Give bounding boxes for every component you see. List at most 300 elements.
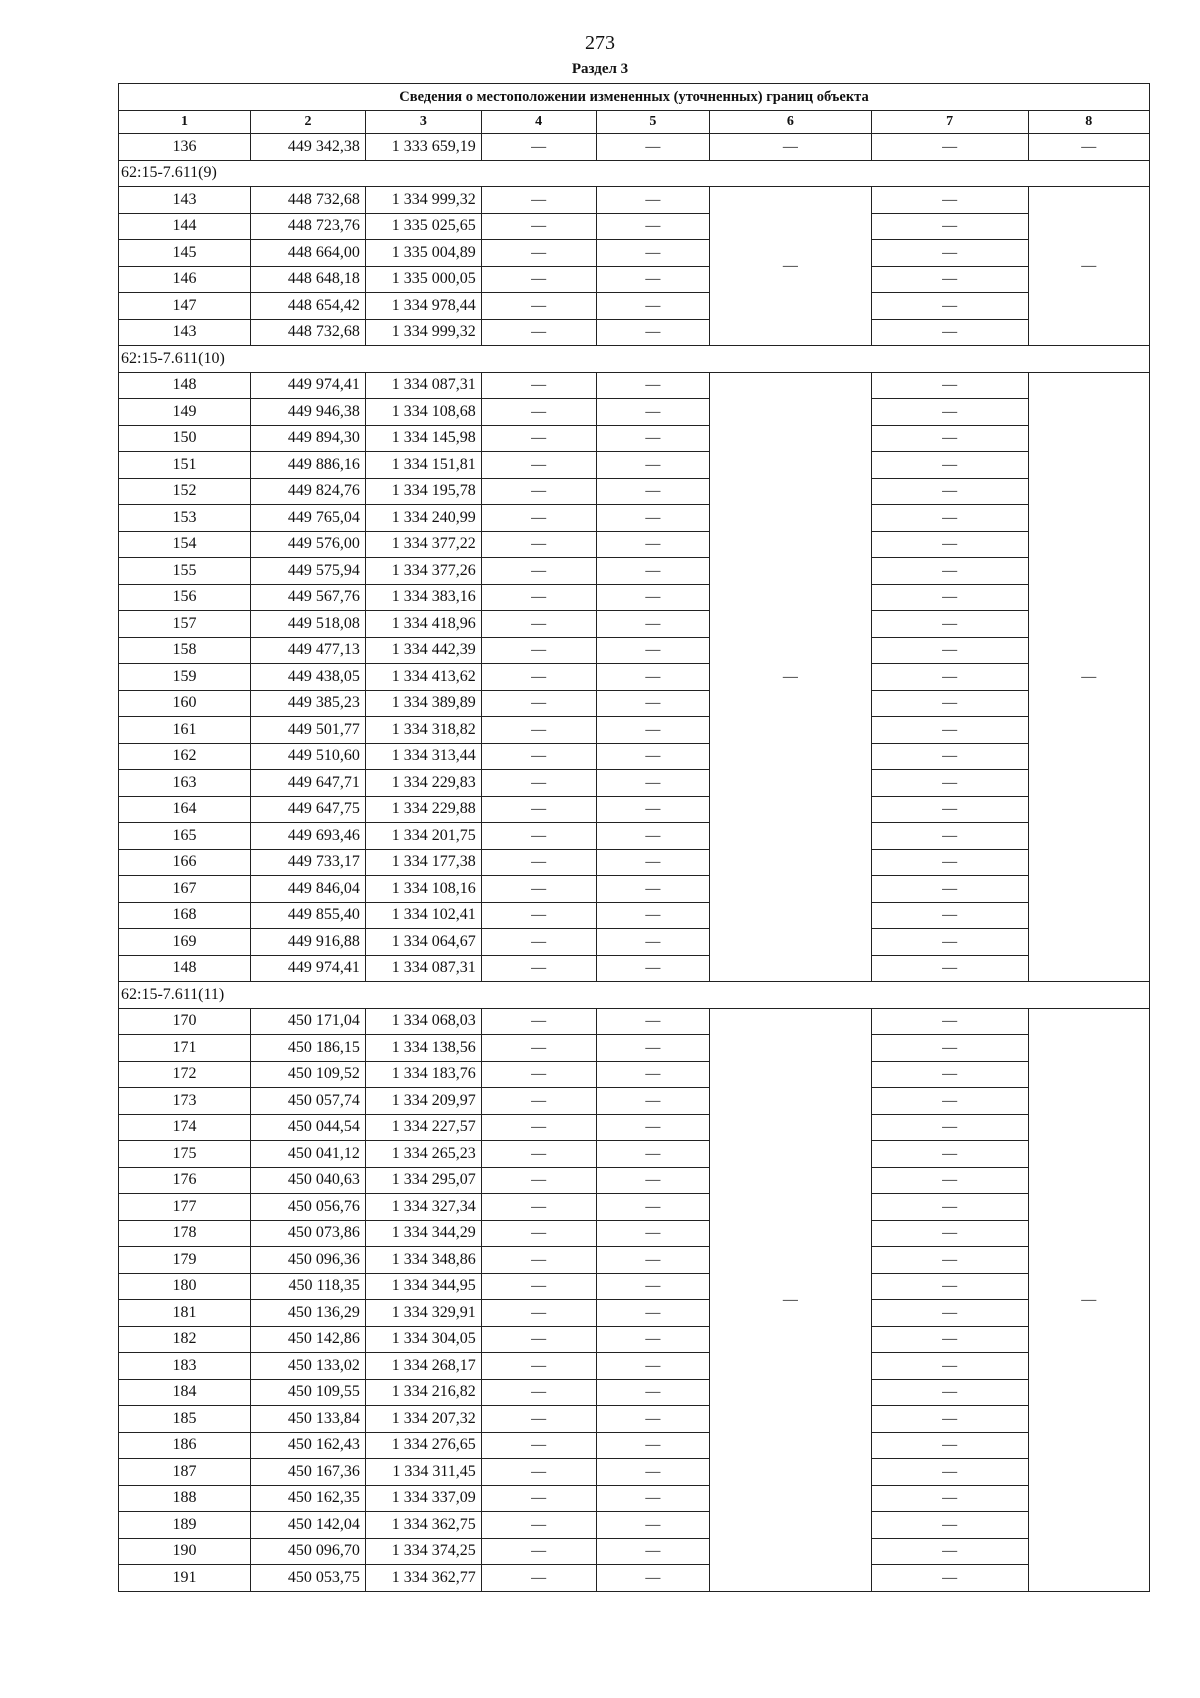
col4-dash: — bbox=[481, 796, 596, 823]
table-row bbox=[119, 558, 1150, 585]
group-header-row bbox=[119, 160, 1150, 187]
x-coordinate: 449 501,77 bbox=[251, 717, 366, 744]
col4-dash: — bbox=[481, 1194, 596, 1221]
x-coordinate: 450 109,55 bbox=[251, 1379, 366, 1406]
x-coordinate: 449 693,46 bbox=[251, 823, 366, 850]
col7-dash: — bbox=[871, 1326, 1028, 1353]
y-coordinate: 1 334 087,31 bbox=[365, 372, 481, 399]
col5-dash: — bbox=[596, 1326, 710, 1353]
x-coordinate: 449 647,71 bbox=[251, 770, 366, 797]
table-row bbox=[119, 1432, 1150, 1459]
y-coordinate: 1 334 102,41 bbox=[365, 902, 481, 929]
point-number: 148 bbox=[119, 955, 251, 982]
col4-dash: — bbox=[481, 1220, 596, 1247]
point-number: 158 bbox=[119, 637, 251, 664]
x-coordinate: 449 518,08 bbox=[251, 611, 366, 638]
table-row bbox=[119, 213, 1150, 240]
col5-dash: — bbox=[596, 902, 710, 929]
x-coordinate: 449 477,13 bbox=[251, 637, 366, 664]
col5-dash: — bbox=[596, 1300, 710, 1327]
col7-dash: — bbox=[871, 1088, 1028, 1115]
col4-dash: — bbox=[481, 134, 596, 161]
table-row bbox=[119, 319, 1150, 346]
point-number: 190 bbox=[119, 1538, 251, 1565]
col7-dash: — bbox=[871, 1379, 1028, 1406]
col5-dash: — bbox=[596, 1247, 710, 1274]
x-coordinate: 450 096,36 bbox=[251, 1247, 366, 1274]
point-number: 147 bbox=[119, 293, 251, 320]
col5-dash: — bbox=[596, 399, 710, 426]
x-coordinate: 450 040,63 bbox=[251, 1167, 366, 1194]
col8-dash: — bbox=[1028, 187, 1149, 346]
col5-dash: — bbox=[596, 664, 710, 691]
point-number: 154 bbox=[119, 531, 251, 558]
table-row bbox=[119, 611, 1150, 638]
point-number: 186 bbox=[119, 1432, 251, 1459]
y-coordinate: 1 334 318,82 bbox=[365, 717, 481, 744]
x-coordinate: 449 385,23 bbox=[251, 690, 366, 717]
y-coordinate: 1 334 999,32 bbox=[365, 319, 481, 346]
x-coordinate: 449 824,76 bbox=[251, 478, 366, 505]
col4-dash: — bbox=[481, 505, 596, 532]
col7-dash: — bbox=[871, 505, 1028, 532]
col6-dash: — bbox=[710, 134, 871, 161]
table-row bbox=[119, 1379, 1150, 1406]
col4-dash: — bbox=[481, 266, 596, 293]
table-row bbox=[119, 770, 1150, 797]
col7-dash: — bbox=[871, 584, 1028, 611]
col7-dash: — bbox=[871, 664, 1028, 691]
table-row bbox=[119, 1326, 1150, 1353]
col7-dash: — bbox=[871, 611, 1028, 638]
col5-dash: — bbox=[596, 929, 710, 956]
y-coordinate: 1 334 311,45 bbox=[365, 1459, 481, 1486]
col4-dash: — bbox=[481, 1035, 596, 1062]
point-number: 151 bbox=[119, 452, 251, 479]
y-coordinate: 1 334 418,96 bbox=[365, 611, 481, 638]
col4-dash: — bbox=[481, 902, 596, 929]
col5-dash: — bbox=[596, 1406, 710, 1433]
point-number: 164 bbox=[119, 796, 251, 823]
table-row bbox=[119, 1300, 1150, 1327]
col7-dash: — bbox=[871, 478, 1028, 505]
table-row bbox=[119, 1353, 1150, 1380]
col7-dash: — bbox=[871, 1406, 1028, 1433]
point-number: 177 bbox=[119, 1194, 251, 1221]
col7-dash: — bbox=[871, 425, 1028, 452]
point-number: 187 bbox=[119, 1459, 251, 1486]
col4-dash: — bbox=[481, 637, 596, 664]
point-number: 160 bbox=[119, 690, 251, 717]
col4-dash: — bbox=[481, 1432, 596, 1459]
point-number: 169 bbox=[119, 929, 251, 956]
col5-dash: — bbox=[596, 1061, 710, 1088]
y-coordinate: 1 334 087,31 bbox=[365, 955, 481, 982]
point-number: 150 bbox=[119, 425, 251, 452]
col7-dash: — bbox=[871, 1008, 1028, 1035]
point-number: 188 bbox=[119, 1485, 251, 1512]
col4-dash: — bbox=[481, 929, 596, 956]
col4-dash: — bbox=[481, 1088, 596, 1115]
col4-dash: — bbox=[481, 1273, 596, 1300]
y-coordinate: 1 334 183,76 bbox=[365, 1061, 481, 1088]
x-coordinate: 449 974,41 bbox=[251, 955, 366, 982]
col4-dash: — bbox=[481, 1326, 596, 1353]
x-coordinate: 450 167,36 bbox=[251, 1459, 366, 1486]
y-coordinate: 1 334 108,68 bbox=[365, 399, 481, 426]
table-row bbox=[119, 1167, 1150, 1194]
col4-dash: — bbox=[481, 558, 596, 585]
point-number: 146 bbox=[119, 266, 251, 293]
x-coordinate: 450 142,86 bbox=[251, 1326, 366, 1353]
col7-dash: — bbox=[871, 902, 1028, 929]
col7-dash: — bbox=[871, 187, 1028, 214]
y-coordinate: 1 334 227,57 bbox=[365, 1114, 481, 1141]
x-coordinate: 448 664,00 bbox=[251, 240, 366, 267]
boundary-coordinates-table bbox=[118, 83, 1150, 1592]
x-coordinate: 450 133,02 bbox=[251, 1353, 366, 1380]
table-row bbox=[119, 1008, 1150, 1035]
col4-dash: — bbox=[481, 1379, 596, 1406]
y-coordinate: 1 334 064,67 bbox=[365, 929, 481, 956]
x-coordinate: 449 855,40 bbox=[251, 902, 366, 929]
col4-dash: — bbox=[481, 1167, 596, 1194]
y-coordinate: 1 334 377,26 bbox=[365, 558, 481, 585]
y-coordinate: 1 334 374,25 bbox=[365, 1538, 481, 1565]
y-coordinate: 1 334 240,99 bbox=[365, 505, 481, 532]
col5-dash: — bbox=[596, 1008, 710, 1035]
col7-dash: — bbox=[871, 399, 1028, 426]
table-row bbox=[119, 1035, 1150, 1062]
x-coordinate: 448 654,42 bbox=[251, 293, 366, 320]
col7-dash: — bbox=[871, 1141, 1028, 1168]
point-number: 167 bbox=[119, 876, 251, 903]
y-coordinate: 1 334 229,83 bbox=[365, 770, 481, 797]
col7-dash: — bbox=[871, 1512, 1028, 1539]
column-number-4: 4 bbox=[481, 111, 596, 134]
table-row bbox=[119, 1194, 1150, 1221]
y-coordinate: 1 334 201,75 bbox=[365, 823, 481, 850]
col4-dash: — bbox=[481, 717, 596, 744]
col5-dash: — bbox=[596, 558, 710, 585]
table-row bbox=[119, 478, 1150, 505]
col7-dash: — bbox=[871, 1432, 1028, 1459]
column-number-1: 1 bbox=[119, 111, 251, 134]
table-row bbox=[119, 1485, 1150, 1512]
col5-dash: — bbox=[596, 187, 710, 214]
x-coordinate: 450 096,70 bbox=[251, 1538, 366, 1565]
col7-dash: — bbox=[871, 1194, 1028, 1221]
col5-dash: — bbox=[596, 584, 710, 611]
y-coordinate: 1 334 229,88 bbox=[365, 796, 481, 823]
point-number: 143 bbox=[119, 319, 251, 346]
table-row bbox=[119, 372, 1150, 399]
col5-dash: — bbox=[596, 1220, 710, 1247]
point-number: 161 bbox=[119, 717, 251, 744]
col7-dash: — bbox=[871, 213, 1028, 240]
y-coordinate: 1 334 108,16 bbox=[365, 876, 481, 903]
col7-dash: — bbox=[871, 319, 1028, 346]
x-coordinate: 450 171,04 bbox=[251, 1008, 366, 1035]
col4-dash: — bbox=[481, 240, 596, 267]
point-number: 155 bbox=[119, 558, 251, 585]
parcel-number: 62:15-7.611(11) bbox=[119, 982, 1150, 1009]
col7-dash: — bbox=[871, 876, 1028, 903]
column-number-row bbox=[119, 111, 1150, 134]
x-coordinate: 450 136,29 bbox=[251, 1300, 366, 1327]
col7-dash: — bbox=[871, 1459, 1028, 1486]
col5-dash: — bbox=[596, 717, 710, 744]
point-number: 157 bbox=[119, 611, 251, 638]
y-coordinate: 1 334 337,09 bbox=[365, 1485, 481, 1512]
x-coordinate: 449 894,30 bbox=[251, 425, 366, 452]
col4-dash: — bbox=[481, 823, 596, 850]
y-coordinate: 1 334 344,29 bbox=[365, 1220, 481, 1247]
point-number: 179 bbox=[119, 1247, 251, 1274]
point-number: 191 bbox=[119, 1565, 251, 1592]
col5-dash: — bbox=[596, 293, 710, 320]
point-number: 182 bbox=[119, 1326, 251, 1353]
col4-dash: — bbox=[481, 849, 596, 876]
point-number: 172 bbox=[119, 1061, 251, 1088]
column-number-8: 8 bbox=[1028, 111, 1149, 134]
x-coordinate: 450 053,75 bbox=[251, 1565, 366, 1592]
col5-dash: — bbox=[596, 1512, 710, 1539]
x-coordinate: 450 109,52 bbox=[251, 1061, 366, 1088]
col4-dash: — bbox=[481, 187, 596, 214]
table-row bbox=[119, 187, 1150, 214]
table-row bbox=[119, 1459, 1150, 1486]
table-row bbox=[119, 1061, 1150, 1088]
col5-dash: — bbox=[596, 1485, 710, 1512]
col5-dash: — bbox=[596, 1035, 710, 1062]
y-coordinate: 1 334 207,32 bbox=[365, 1406, 481, 1433]
col5-dash: — bbox=[596, 1167, 710, 1194]
col5-dash: — bbox=[596, 240, 710, 267]
col7-dash: — bbox=[871, 372, 1028, 399]
table-row bbox=[119, 637, 1150, 664]
y-coordinate: 1 334 362,75 bbox=[365, 1512, 481, 1539]
y-coordinate: 1 334 216,82 bbox=[365, 1379, 481, 1406]
point-number: 168 bbox=[119, 902, 251, 929]
col7-dash: — bbox=[871, 266, 1028, 293]
col4-dash: — bbox=[481, 1300, 596, 1327]
col5-dash: — bbox=[596, 213, 710, 240]
col5-dash: — bbox=[596, 849, 710, 876]
x-coordinate: 448 723,76 bbox=[251, 213, 366, 240]
y-coordinate: 1 334 177,38 bbox=[365, 849, 481, 876]
col7-dash: — bbox=[871, 452, 1028, 479]
point-number: 171 bbox=[119, 1035, 251, 1062]
col4-dash: — bbox=[481, 690, 596, 717]
column-number-7: 7 bbox=[871, 111, 1028, 134]
col5-dash: — bbox=[596, 505, 710, 532]
table-row bbox=[119, 664, 1150, 691]
table-row bbox=[119, 1141, 1150, 1168]
col5-dash: — bbox=[596, 1273, 710, 1300]
point-number: 178 bbox=[119, 1220, 251, 1247]
col4-dash: — bbox=[481, 1061, 596, 1088]
col7-dash: — bbox=[871, 1565, 1028, 1592]
y-coordinate: 1 334 209,97 bbox=[365, 1088, 481, 1115]
col7-dash: — bbox=[871, 531, 1028, 558]
col7-dash: — bbox=[871, 558, 1028, 585]
col7-dash: — bbox=[871, 1538, 1028, 1565]
table-row bbox=[119, 690, 1150, 717]
col5-dash: — bbox=[596, 955, 710, 982]
col4-dash: — bbox=[481, 584, 596, 611]
table-row bbox=[119, 1220, 1150, 1247]
col4-dash: — bbox=[481, 452, 596, 479]
col4-dash: — bbox=[481, 1141, 596, 1168]
y-coordinate: 1 334 304,05 bbox=[365, 1326, 481, 1353]
point-number: 183 bbox=[119, 1353, 251, 1380]
x-coordinate: 449 974,41 bbox=[251, 372, 366, 399]
table-row bbox=[119, 134, 1150, 161]
point-number: 152 bbox=[119, 478, 251, 505]
table-row bbox=[119, 505, 1150, 532]
col4-dash: — bbox=[481, 213, 596, 240]
col7-dash: — bbox=[871, 240, 1028, 267]
y-coordinate: 1 334 442,39 bbox=[365, 637, 481, 664]
col5-dash: — bbox=[596, 1353, 710, 1380]
col7-dash: — bbox=[871, 1167, 1028, 1194]
y-coordinate: 1 334 362,77 bbox=[365, 1565, 481, 1592]
x-coordinate: 449 342,38 bbox=[251, 134, 366, 161]
col5-dash: — bbox=[596, 452, 710, 479]
table-row bbox=[119, 452, 1150, 479]
col4-dash: — bbox=[481, 955, 596, 982]
col4-dash: — bbox=[481, 1247, 596, 1274]
x-coordinate: 450 057,74 bbox=[251, 1088, 366, 1115]
col7-dash: — bbox=[871, 1300, 1028, 1327]
col5-dash: — bbox=[596, 478, 710, 505]
y-coordinate: 1 334 383,16 bbox=[365, 584, 481, 611]
col4-dash: — bbox=[481, 770, 596, 797]
x-coordinate: 449 647,75 bbox=[251, 796, 366, 823]
col7-dash: — bbox=[871, 929, 1028, 956]
col4-dash: — bbox=[481, 1538, 596, 1565]
table-row bbox=[119, 1114, 1150, 1141]
table-row bbox=[119, 902, 1150, 929]
y-coordinate: 1 334 145,98 bbox=[365, 425, 481, 452]
y-coordinate: 1 334 389,89 bbox=[365, 690, 481, 717]
x-coordinate: 450 056,76 bbox=[251, 1194, 366, 1221]
y-coordinate: 1 334 344,95 bbox=[365, 1273, 481, 1300]
col8-dash: — bbox=[1028, 372, 1149, 982]
x-coordinate: 448 732,68 bbox=[251, 319, 366, 346]
group-header-row bbox=[119, 982, 1150, 1009]
table-row bbox=[119, 240, 1150, 267]
col7-dash: — bbox=[871, 1220, 1028, 1247]
table-row bbox=[119, 1538, 1150, 1565]
col5-dash: — bbox=[596, 637, 710, 664]
col4-dash: — bbox=[481, 478, 596, 505]
point-number: 143 bbox=[119, 187, 251, 214]
col5-dash: — bbox=[596, 823, 710, 850]
col7-dash: — bbox=[871, 134, 1028, 161]
x-coordinate: 449 510,60 bbox=[251, 743, 366, 770]
point-number: 170 bbox=[119, 1008, 251, 1035]
col7-dash: — bbox=[871, 293, 1028, 320]
point-number: 165 bbox=[119, 823, 251, 850]
table-row bbox=[119, 266, 1150, 293]
col4-dash: — bbox=[481, 1114, 596, 1141]
y-coordinate: 1 334 268,17 bbox=[365, 1353, 481, 1380]
col6-dash: — bbox=[710, 187, 871, 346]
col5-dash: — bbox=[596, 372, 710, 399]
table-row bbox=[119, 743, 1150, 770]
col4-dash: — bbox=[481, 1406, 596, 1433]
table-row bbox=[119, 929, 1150, 956]
column-number-6: 6 bbox=[710, 111, 871, 134]
col4-dash: — bbox=[481, 876, 596, 903]
point-number: 176 bbox=[119, 1167, 251, 1194]
y-coordinate: 1 335 004,89 bbox=[365, 240, 481, 267]
table-row bbox=[119, 1406, 1150, 1433]
y-coordinate: 1 334 978,44 bbox=[365, 293, 481, 320]
table-row bbox=[119, 955, 1150, 982]
col5-dash: — bbox=[596, 743, 710, 770]
col4-dash: — bbox=[481, 425, 596, 452]
y-coordinate: 1 334 276,65 bbox=[365, 1432, 481, 1459]
y-coordinate: 1 334 999,32 bbox=[365, 187, 481, 214]
col7-dash: — bbox=[871, 717, 1028, 744]
col7-dash: — bbox=[871, 770, 1028, 797]
point-number: 175 bbox=[119, 1141, 251, 1168]
col5-dash: — bbox=[596, 770, 710, 797]
x-coordinate: 449 846,04 bbox=[251, 876, 366, 903]
y-coordinate: 1 334 413,62 bbox=[365, 664, 481, 691]
col7-dash: — bbox=[871, 1035, 1028, 1062]
col4-dash: — bbox=[481, 611, 596, 638]
column-number-5: 5 bbox=[596, 111, 710, 134]
x-coordinate: 449 733,17 bbox=[251, 849, 366, 876]
table-row bbox=[119, 717, 1150, 744]
table-row bbox=[119, 1565, 1150, 1592]
table-row bbox=[119, 1247, 1150, 1274]
point-number: 153 bbox=[119, 505, 251, 532]
table-row bbox=[119, 1512, 1150, 1539]
col7-dash: — bbox=[871, 849, 1028, 876]
col7-dash: — bbox=[871, 637, 1028, 664]
col5-dash: — bbox=[596, 1459, 710, 1486]
point-number: 166 bbox=[119, 849, 251, 876]
col5-dash: — bbox=[596, 1114, 710, 1141]
page-number: 273 bbox=[585, 32, 615, 54]
col4-dash: — bbox=[481, 1008, 596, 1035]
col8-dash: — bbox=[1028, 1008, 1149, 1591]
table-caption: Сведения о местоположении измененных (уточненных) границ объекта bbox=[119, 84, 1150, 111]
x-coordinate: 450 162,43 bbox=[251, 1432, 366, 1459]
col5-dash: — bbox=[596, 1379, 710, 1406]
col7-dash: — bbox=[871, 1114, 1028, 1141]
col4-dash: — bbox=[481, 531, 596, 558]
col4-dash: — bbox=[481, 1485, 596, 1512]
y-coordinate: 1 334 329,91 bbox=[365, 1300, 481, 1327]
col4-dash: — bbox=[481, 1512, 596, 1539]
y-coordinate: 1 334 295,07 bbox=[365, 1167, 481, 1194]
x-coordinate: 449 567,76 bbox=[251, 584, 366, 611]
col5-dash: — bbox=[596, 1538, 710, 1565]
point-number: 189 bbox=[119, 1512, 251, 1539]
col7-dash: — bbox=[871, 823, 1028, 850]
col4-dash: — bbox=[481, 293, 596, 320]
table-row bbox=[119, 531, 1150, 558]
table-row bbox=[119, 876, 1150, 903]
point-number: 156 bbox=[119, 584, 251, 611]
col6-dash: — bbox=[710, 372, 871, 982]
